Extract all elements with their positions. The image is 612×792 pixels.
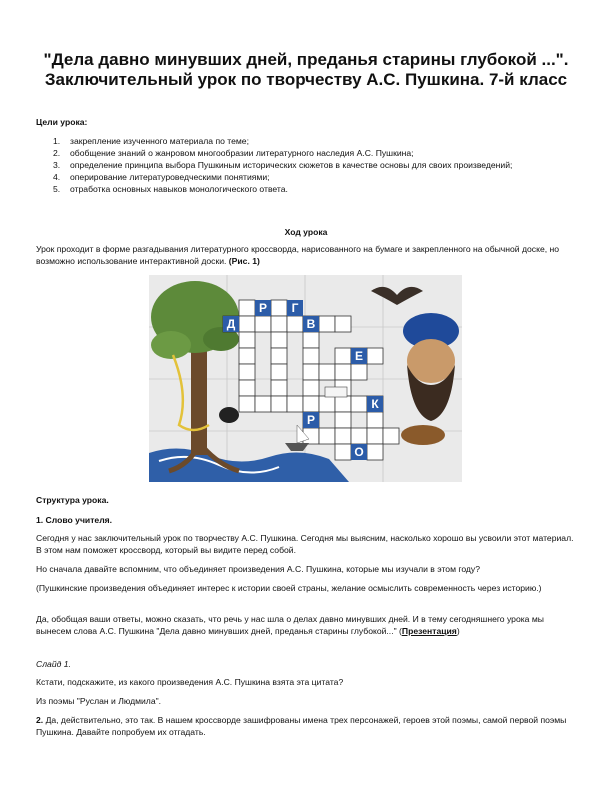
crossword-letter: Д [226,317,236,331]
paragraph-1: Сегодня у нас заключительный урок по творчеству А.С. Пушкина. Сегодня мы выясним, насколько хорошо вы усвоили этот материал. В этом нам поможет кроссворд, который вы видите перед собой. [36,533,574,555]
crossword-letter: О [354,445,364,459]
crossword-illustration [149,275,462,482]
paragraph-5: Кстати, подскажите, из какого произведения А.С. Пушкина взята эта цитата? [36,677,344,687]
gusli [401,425,445,445]
crossword-letter: В [306,317,316,331]
crossword-letter: Р [258,301,268,315]
cat-figure [219,407,239,423]
section1-heading: 1. Слово учителя. [36,515,113,525]
paragraph-4: Да, обобщая ваши ответы, можно сказать, что речь у нас шла о делах давно минувших дней. И в тему сегодняшнего урока мы вынесем слова А.С. Пушкина "Дела давно минувших дней, преданья старины глубокой..." (Презентация) [36,614,544,636]
oak-branch-left [151,331,191,359]
crossword-letter: Е [354,349,364,363]
goals-list [36,135,556,195]
list-item: 4. оперирование литературоведческими понятиями; [53,172,270,182]
paragraph-2: Но сначала давайте вспомним, что объединяет произведения А.С. Пушкина, которые мы изучали в этом году? [36,564,480,574]
slide-label: Слайд 1. [36,659,71,669]
paragraph-6: Из поэмы "Руслан и Людмила". [36,696,162,706]
list-item: 3. определение принципа выбора Пушкиным исторических сюжетов в качестве основы для своих произведений; [53,160,513,170]
crossword-letter: Р [306,413,316,427]
presentation-link[interactable]: Презентация [401,626,457,636]
intro-paragraph: Урок проходит в форме разгадывания литературного кроссворда, нарисованного на бумаге и закрепленного на обычной доске, но возможно использование интерактивной доски. (Рис. 1) [36,244,560,266]
page-title: "Дела давно минувших дней, преданья старины глубокой ...". Заключительный урок по творчеству А.С. Пушкина. 7-й класс [43,50,569,89]
paragraph-3: (Пушкинские произведения объединяет интерес к истории своей страны, желание осмыслить современность через историю.) [36,583,542,593]
list-item: 5. отработка основных навыков монологического ответа. [53,184,288,194]
goals-heading: Цели урока: [36,117,88,127]
list-item: 1. закрепление изученного материала по теме; [53,136,249,146]
paragraph-7: 2. Да, действительно, это так. В нашем кроссворде зашифрованы имена трех персонажей, героев этой поэмы, самой первой поэмы Пушкина. Давайте попробуем их отгадать. [36,715,567,737]
course-heading: Ход урока [284,227,328,237]
crossword-letter: Г [291,301,299,315]
list-item: 2. обобщение знаний о жанровом многообразии литературного наследия А.С. Пушкина; [53,148,414,158]
structure-heading: Структура урока. [36,495,109,505]
open-book [325,387,347,397]
crossword-letter: К [371,397,379,411]
oak-trunk [191,335,207,455]
